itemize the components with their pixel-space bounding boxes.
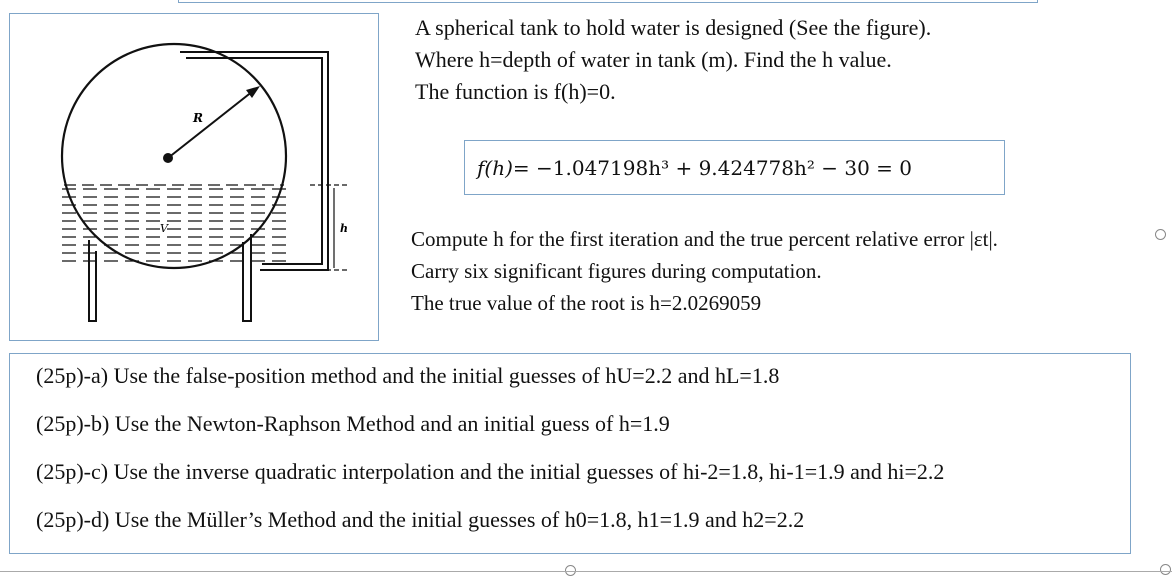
questions-box[interactable] bbox=[9, 353, 1131, 554]
radius-label: R bbox=[193, 111, 203, 125]
question-b: (25p)-b) Use the Newton-Raphson Method and an initial guess of h=1.9 bbox=[36, 411, 670, 436]
instruction-line-3: The true value of the root is h=2.0269059 bbox=[411, 291, 762, 315]
tank-figure-box[interactable] bbox=[9, 13, 379, 341]
equation-lhs: f(h) bbox=[477, 155, 513, 180]
top-frame-edge bbox=[178, 0, 1038, 3]
instruction-line-2: Carry six significant figures during computation. bbox=[411, 259, 822, 283]
volume-label: V bbox=[160, 222, 168, 235]
page-separator bbox=[0, 571, 1172, 572]
radius-line bbox=[168, 91, 253, 158]
equation-box[interactable] bbox=[464, 140, 1005, 195]
question-a: (25p)-a) Use the false-position method and the initial guesses of hU=2.2 and hL=1.8 bbox=[36, 363, 780, 388]
intro-line-1: A spherical tank to hold water is designed (See the figure). bbox=[415, 15, 932, 40]
equation-rhs: = −1.047198h³ + 9.424778h² − 30 = 0 bbox=[512, 155, 913, 180]
intro-line-2: Where h=depth of water in tank (m). Find the h value. bbox=[415, 47, 892, 72]
instruction-line-1: Compute h for the first iteration and the true percent relative error |εt|. bbox=[411, 227, 998, 251]
instructions-text bbox=[411, 223, 998, 319]
resize-handle-corner[interactable] bbox=[1160, 564, 1171, 575]
height-label: h bbox=[340, 222, 348, 235]
spherical-tank-diagram bbox=[10, 14, 380, 342]
radius-arrow bbox=[246, 86, 260, 98]
intro-text bbox=[415, 12, 931, 108]
question-d: (25p)-d) Use the Müller’s Method and the initial guesses of h0=1.8, h1=1.9 and h2=2.2 bbox=[36, 507, 805, 532]
question-c: (25p)-c) Use the inverse quadratic interpolation and the initial guesses of hi-2=1.8, hi-1=1.9 and hi=2.2 bbox=[36, 459, 945, 484]
intro-line-3: The function is f(h)=0. bbox=[415, 79, 616, 104]
resize-handle-right[interactable] bbox=[1155, 229, 1166, 240]
